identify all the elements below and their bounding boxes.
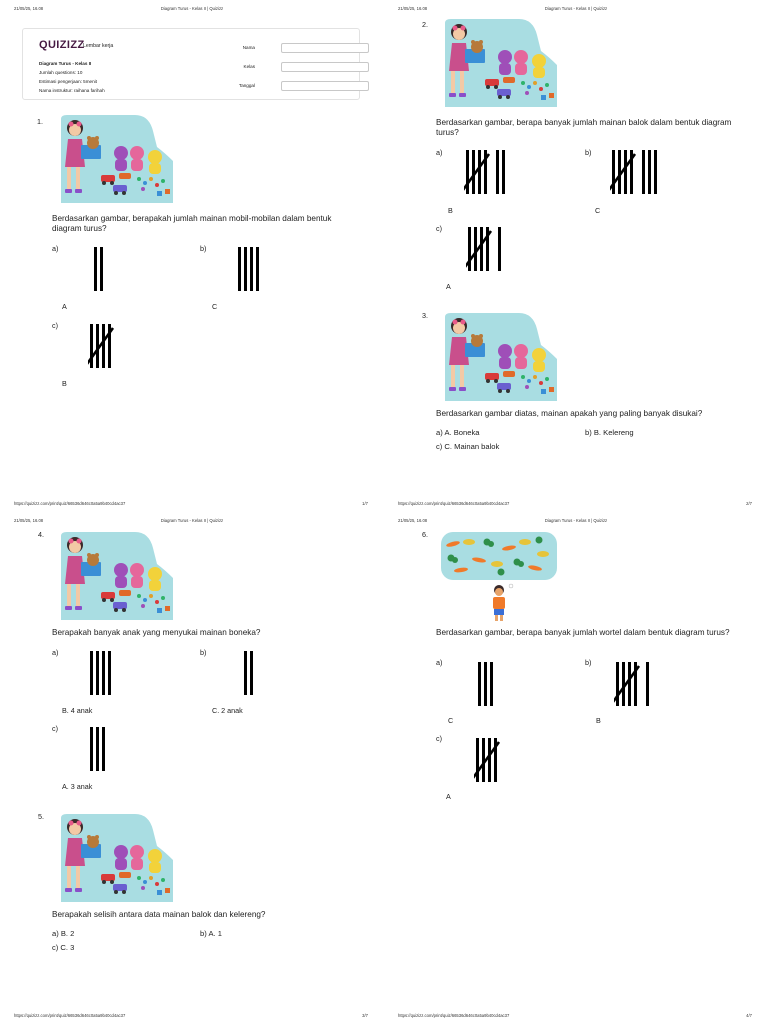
page-number: 4/7: [746, 1013, 752, 1018]
tally-stroke: [238, 247, 241, 291]
tally-stroke: [108, 651, 111, 695]
print-date: 21/05/25, 16.08: [14, 6, 44, 11]
option-label: b): [200, 244, 207, 253]
tally-marks: [88, 649, 124, 697]
tally-marks: [476, 660, 506, 708]
question-number: 4.: [38, 530, 44, 539]
option-label: b): [200, 648, 207, 657]
option-a[interactable]: a) B. 2: [52, 929, 75, 938]
quizizz-logo: QUIZIZZ: [39, 39, 85, 51]
tally-stroke: [250, 651, 253, 695]
class-label: Kelas: [243, 64, 255, 69]
option-caption: A: [446, 792, 451, 801]
option-caption: B. 4 anak: [62, 706, 93, 715]
tally-marks: [92, 245, 122, 293]
date-field[interactable]: [281, 81, 369, 91]
print-title: Diagram Turus - Kelas II | Quizizz: [544, 518, 608, 523]
tally-stroke: [102, 324, 105, 368]
tally-stroke: [102, 727, 105, 771]
tally-marks: [236, 245, 272, 293]
tally-marks: [88, 725, 118, 773]
toys-illustration: [57, 812, 175, 904]
print-date: 21/05/25, 16.08: [398, 6, 428, 11]
question-number: 1.: [37, 117, 43, 126]
tally-stroke: [256, 247, 259, 291]
option-caption: B: [62, 379, 67, 388]
option-caption: A: [62, 302, 67, 311]
tally-stroke: [498, 227, 501, 271]
tally-stroke: [244, 247, 247, 291]
option-caption: C: [212, 302, 218, 311]
tally-marks: [242, 649, 266, 697]
worksheet-page-2: [384, 0, 768, 512]
tally-marks: [466, 225, 504, 273]
option-a[interactable]: a) A. Boneka: [436, 428, 480, 437]
tally-stroke: [244, 651, 247, 695]
tally-stroke: [250, 247, 253, 291]
option-caption: C. 2 anak: [212, 706, 243, 715]
toys-illustration: [441, 17, 559, 109]
estimated-time: Estimasi pengerjaan: 5menit: [39, 79, 97, 84]
option-label: c): [436, 734, 442, 743]
option-label: a): [436, 148, 443, 157]
option-caption: C: [448, 716, 454, 725]
tally-stroke: [488, 738, 491, 782]
toys-illustration: [57, 113, 175, 205]
tally-marks: [464, 148, 508, 196]
page-number: 2/7: [746, 501, 752, 506]
question-text: Berdasarkan gambar, berapa banyak jumlah wortel dalam bentuk diagram turus?: [436, 628, 730, 637]
worksheet-subtitle: Lembar kerja: [83, 43, 114, 49]
question-number: 3.: [422, 311, 428, 320]
option-caption: A: [446, 282, 451, 291]
option-b[interactable]: b) A. 1: [200, 929, 222, 938]
name-label: Nama: [242, 45, 255, 50]
option-caption: A. 3 anak: [62, 782, 93, 791]
tally-marks: [614, 660, 656, 708]
question-number: 6.: [422, 530, 428, 539]
question-text: Berapakah selisih antara data mainan balok dan kelereng?: [52, 910, 266, 919]
option-b[interactable]: b) B. Kelereng: [585, 428, 634, 437]
print-title: Diagram Turus - Kelas II | Quizizz: [160, 6, 224, 11]
question-text: Berdasarkan gambar, berapa banyak jumlah mainan balok dalam bentuk diagram turus?: [436, 118, 732, 137]
option-label: a): [52, 648, 59, 657]
print-title: Diagram Turus - Kelas II | Quizizz: [160, 518, 224, 523]
tally-stroke: [90, 651, 93, 695]
toys-illustration: [57, 530, 175, 622]
tally-stroke: [484, 662, 487, 706]
tally-stroke: [624, 150, 627, 194]
tally-stroke: [96, 727, 99, 771]
tally-stroke: [648, 150, 651, 194]
tally-stroke: [646, 662, 649, 706]
print-url: https://quizizz.com/print/quiz/66536d646c0a5a9b40cd4ac37: [14, 501, 126, 506]
name-field[interactable]: [281, 43, 369, 53]
print-url: https://quizizz.com/print/quiz/66536d646c0a5a9b40cd4ac37: [14, 1013, 126, 1018]
tally-stroke: [654, 150, 657, 194]
tally-stroke: [102, 651, 105, 695]
tally-stroke: [100, 247, 103, 291]
date-label: Tanggal: [238, 83, 255, 88]
option-label: c): [436, 224, 442, 233]
vegetables-illustration: [439, 530, 559, 622]
option-caption: B: [448, 206, 453, 215]
print-url: https://quizizz.com/print/quiz/66536d646c0a5a9b40cd4ac37: [398, 501, 510, 506]
class-field[interactable]: [281, 62, 369, 72]
tally-marks: [474, 736, 510, 784]
tally-stroke: [642, 150, 645, 194]
option-caption: C: [595, 206, 601, 215]
tally-stroke: [502, 150, 505, 194]
tally-stroke: [628, 662, 631, 706]
print-date: 21/05/25, 16.08: [14, 518, 44, 523]
question-text: Berdasarkan gambar, berapakah jumlah mainan mobil-mobilan dalam bentuk diagram turus?: [52, 214, 332, 233]
question-number: 5.: [38, 812, 44, 821]
option-c[interactable]: c) C. Mainan balok: [436, 442, 500, 451]
tally-stroke: [96, 651, 99, 695]
option-label: b): [585, 658, 592, 667]
option-label: c): [52, 321, 58, 330]
option-caption: B: [596, 716, 601, 725]
tally-marks: [88, 322, 124, 370]
print-date: 21/05/25, 16.08: [398, 518, 428, 523]
tally-stroke: [94, 247, 97, 291]
tally-stroke: [480, 227, 483, 271]
worksheet-header-card: [22, 28, 360, 100]
option-label: a): [52, 244, 59, 253]
print-url: https://quizizz.com/print/quiz/66536d646c0a5a9b40cd4ac37: [398, 1013, 510, 1018]
page-number: 1/7: [362, 501, 368, 506]
option-label: c): [52, 724, 58, 733]
question-number: 2.: [422, 20, 428, 29]
tally-stroke: [478, 150, 481, 194]
worksheet-page-3: [0, 512, 384, 1024]
tally-stroke: [478, 662, 481, 706]
question-text: Berdasarkan gambar diatas, mainan apakah yang paling banyak disukai?: [436, 409, 703, 418]
print-title: Diagram Turus - Kelas II | Quizizz: [544, 6, 608, 11]
instructor-name: Nama instruktur: raihana farihah: [39, 88, 105, 93]
option-c[interactable]: c) C. 3: [52, 943, 75, 952]
option-label: a): [436, 658, 443, 667]
tally-stroke: [490, 662, 493, 706]
worksheet-page-4: [384, 512, 768, 1024]
question-text: Berapakah banyak anak yang menyukai mainan boneka?: [52, 628, 261, 637]
worksheet-page-1: [0, 0, 384, 512]
option-label: b): [585, 148, 592, 157]
question-count: Jumlah questions: 10: [39, 70, 83, 75]
page-number: 3/7: [362, 1013, 368, 1018]
tally-marks: [610, 148, 662, 196]
toys-illustration: [441, 311, 559, 403]
tally-stroke: [90, 727, 93, 771]
worksheet-title: Diagram Turus - Kelas II: [39, 61, 92, 66]
tally-stroke: [496, 150, 499, 194]
